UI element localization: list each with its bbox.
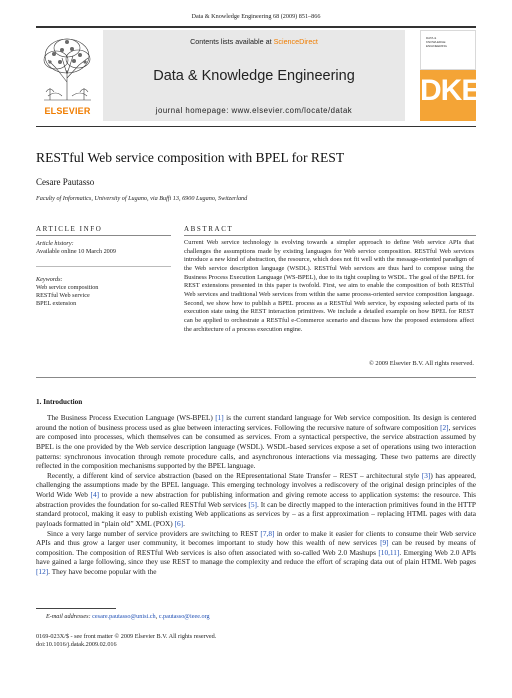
text-run: , services are composed into processes, which themselves can be consumed as services. From a syntactical perspective, the service abstraction assumed by BPEL is the one provided by the Web service description language (WSDL). WSDL-based services expose a set of operations using two interaction patterns: synchronous invocation through remote procedure calls, and asynchronous interactions via messaging. These two patterns are directly reflected in the composition mechanisms supported by the BPEL language. [36,422,476,471]
introduction-body [36,413,476,577]
text-run: ) has appeared, challenging the assumptions made by the BPEL language. This emerging technology involves a rediscovery of the original design principles of the World Wide Web [36,470,476,499]
keywords-rule [36,266,171,267]
keywords-label: Keywords: [36,276,63,283]
footnote-rule [36,608,116,609]
paragraph [36,471,476,529]
text-run: Since a very large number of service providers are switching to REST [47,528,261,538]
text-run: Recently, a different kind of service abstraction (based on the REpresentational State Transfer – REST – architectural style [47,470,422,480]
cover-small-text: DATA & KNOWLEDGE ENGINEERING [426,36,448,48]
citation-link[interactable]: [5] [248,499,257,509]
text-run: can be reused by means of composition. The composition of RESTful Web services is also often associated with so-called Web 2.0 Mashups [36,538,476,557]
text-run: to provide a new abstraction for publishing information and giving remote access to application systems: the resource. This abstraction provides the foundation for so-called RESTful Web services [36,490,476,509]
abstract-copyright: © 2009 Elsevier B.V. All rights reserved. [368,360,474,367]
article-info-heading: ARTICLE INFO [36,225,103,233]
cover-letters: DKE [420,74,481,107]
issn-line: 0169-023X/$ - see front matter © 2009 Elsevier B.V. All rights reserved. [36,633,217,640]
article-title: RESTful Web service composition with BPEL for REST [36,150,345,165]
history-value: Available online 10 March 2009 [36,248,116,255]
article-info-rule [36,235,171,236]
keyword-item: RESTful Web service [36,292,90,299]
publisher-name: ELSEVIER [44,106,91,116]
history-label: Article history: [36,240,74,247]
abstract-text: Current Web service technology is evolving towards a simpler approach to define Web service APIs that challenges the assumptions made by existing languages for Web service composition. RESTful Web services introduce a new kind of abstraction, the resource, which does not fit well with the message-oriented paradigm of the Web service description language (WSDL). RESTful Web services are thus hard to compose using the Business Process Execution Language (WS-BPEL), due to its tight coupling to WSDL. The goal of the BPEL for REST extensions presented in this paper is twofold. First, we aim to enable the composition of both RESTful Web services and traditional Web services from within the same process-oriented service composition language. Second, we show how to publish a BPEL process as a RESTful Web service, by exposing selected parts of its execution state using the REST interaction primitives. We include a detailed example on how BPEL for REST can be applied to orchestrate a RESTful e-Commerce scenario and discuss how the proposed extensions affect the architecture of a process execution engine. [184,239,474,333]
citation-link[interactable]: [2] [440,422,449,432]
footnote-label: E-mail addresses: [46,613,93,620]
journal-cover [420,30,481,121]
citation-link[interactable]: [7,8] [260,528,275,538]
text-run: . They have become popular with the [48,567,157,576]
paragraph [36,413,476,471]
sciencedirect-link[interactable]: ScienceDirect [273,37,318,46]
text-run: The Business Process Execution Language (WS-BPEL) [47,413,216,422]
abstract-rule [184,235,476,236]
issn-block [36,633,216,649]
journal-reference: Data & Knowledge Engineering 68 (2009) 851–866 [191,13,321,20]
abstract-bottom-rule [36,377,476,378]
abstract-heading: ABSTRACT [184,225,234,233]
text-run: . Emerging Web 2.0 APIs have gained a large following, since they use REST to manage the complexity and reduce the effort of scraping data out of plain HTML Web pages [36,547,476,567]
text-run: . It can be directly mapped to the interaction primitives found in the HTTP standard protocol, making it easy to publish existing Web applications as services by – as a first approximation – replacing HTML pages with data payloads formatted in “plain old” XML (POX) [36,499,476,528]
citation-link[interactable]: [3] [421,470,431,480]
email-link[interactable]: cesare.pautasso@unisi.ch [92,613,156,620]
author-name: Cesare Pautasso [36,177,95,187]
contents-prefix: Contents lists available at [190,37,274,46]
text-run: is the current standard language for Web service composition. Its design is centered around the notion of business process used as glue between interacting services. Following the recursive nature of software composition [36,413,476,432]
citation-link[interactable]: [10,11] [378,547,400,557]
keyword-item: BPEL extension [36,300,77,307]
journal-title: Data & Knowledge Engineering [153,68,355,84]
journal-homepage[interactable]: journal homepage: www.elsevier.com/locate/datak [155,106,353,115]
citation-link[interactable]: [1] [215,413,224,422]
elsevier-tree-icon [36,30,99,106]
footnote-emails [46,613,210,620]
keyword-item: Web service composition [36,284,99,291]
citation-link[interactable]: [4] [90,490,100,499]
email-separator: , [155,613,159,620]
author-affiliation: Faculty of Informatics, University of Lugano, via Buffi 13, 6900 Lugano, Switzerland [36,195,248,202]
email-link[interactable]: c.pautasso@ieee.org [158,613,210,620]
citation-link[interactable]: [9] [380,538,389,548]
paragraph [36,529,476,577]
section-heading-introduction: 1. Introduction [36,398,83,406]
citation-link[interactable]: [6] [174,518,184,528]
text-run: in order to make it easier for clients to consume their Web service APIs and thus grow a larger user community, it becomes important to study how this wealth of new services [36,528,477,548]
contents-line [103,37,405,46]
citation-link[interactable]: [12] [36,567,49,576]
doi-line[interactable]: doi:10.1016/j.datak.2009.02.016 [36,641,117,649]
text-run: . [183,518,185,528]
